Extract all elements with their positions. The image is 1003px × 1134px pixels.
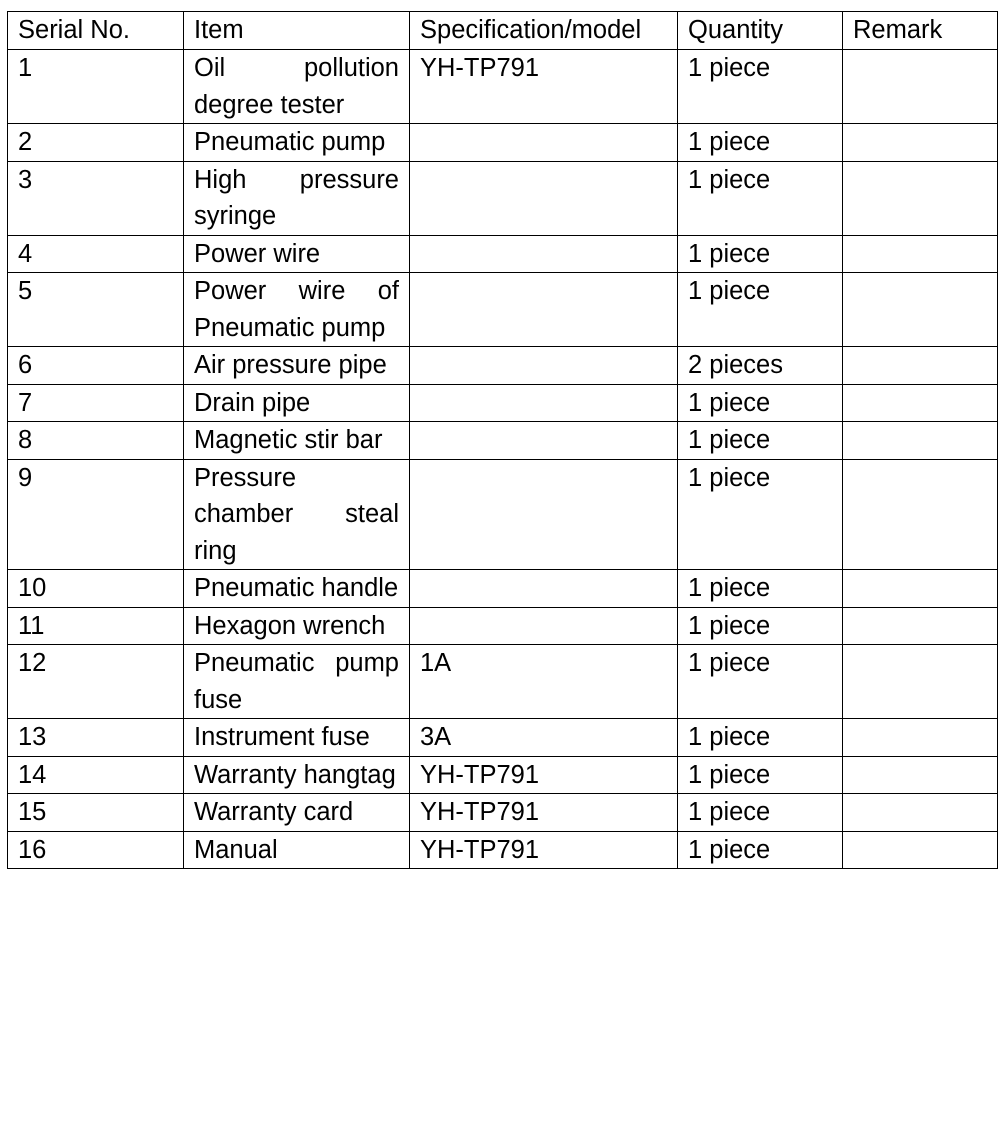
cell-serial: 16 bbox=[8, 831, 184, 869]
cell-spec bbox=[410, 347, 678, 385]
cell-remark bbox=[843, 347, 998, 385]
cell-spec: 1A bbox=[410, 645, 678, 719]
cell-serial: 6 bbox=[8, 347, 184, 385]
cell-item: Pressure chamber steal ring bbox=[184, 459, 410, 570]
cell-item: Power wire bbox=[184, 235, 410, 273]
cell-item: Pneumatic pump bbox=[184, 124, 410, 162]
cell-item: Pneumatic handle bbox=[184, 570, 410, 608]
cell-serial: 15 bbox=[8, 794, 184, 832]
table-row bbox=[8, 347, 998, 385]
cell-item: High pressure syringe bbox=[184, 161, 410, 235]
cell-quantity: 1 piece bbox=[678, 607, 843, 645]
cell-remark bbox=[843, 235, 998, 273]
cell-remark bbox=[843, 459, 998, 570]
cell-item: Air pressure pipe bbox=[184, 347, 410, 385]
cell-serial: 1 bbox=[8, 50, 184, 124]
cell-quantity: 1 piece bbox=[678, 273, 843, 347]
cell-serial: 7 bbox=[8, 384, 184, 422]
cell-spec: YH-TP791 bbox=[410, 794, 678, 832]
cell-remark bbox=[843, 756, 998, 794]
cell-item: Manual bbox=[184, 831, 410, 869]
table-row bbox=[8, 645, 998, 719]
cell-spec bbox=[410, 273, 678, 347]
cell-item: Magnetic stir bar bbox=[184, 422, 410, 460]
cell-quantity: 1 piece bbox=[678, 384, 843, 422]
cell-serial: 13 bbox=[8, 719, 184, 757]
cell-remark bbox=[843, 794, 998, 832]
cell-quantity: 1 piece bbox=[678, 831, 843, 869]
cell-remark bbox=[843, 273, 998, 347]
cell-remark bbox=[843, 161, 998, 235]
cell-serial: 2 bbox=[8, 124, 184, 162]
cell-remark bbox=[843, 384, 998, 422]
header-item: Item bbox=[184, 12, 410, 50]
table-row bbox=[8, 273, 998, 347]
cell-item: Hexagon wrench bbox=[184, 607, 410, 645]
cell-remark bbox=[843, 831, 998, 869]
cell-spec bbox=[410, 607, 678, 645]
header-spec: Specification/model bbox=[410, 12, 678, 50]
cell-quantity: 2 pieces bbox=[678, 347, 843, 385]
table-header-row bbox=[8, 12, 998, 50]
cell-quantity: 1 piece bbox=[678, 422, 843, 460]
cell-quantity: 1 piece bbox=[678, 570, 843, 608]
table-row bbox=[8, 384, 998, 422]
cell-item: Pneumatic pump fuse bbox=[184, 645, 410, 719]
table-row bbox=[8, 422, 998, 460]
cell-item: Instrument fuse bbox=[184, 719, 410, 757]
cell-spec bbox=[410, 459, 678, 570]
cell-spec: YH-TP791 bbox=[410, 831, 678, 869]
table-body bbox=[8, 12, 998, 869]
cell-quantity: 1 piece bbox=[678, 161, 843, 235]
header-serial: Serial No. bbox=[8, 12, 184, 50]
cell-item: Warranty hangtag bbox=[184, 756, 410, 794]
table-row bbox=[8, 459, 998, 570]
cell-spec bbox=[410, 570, 678, 608]
table-row bbox=[8, 607, 998, 645]
cell-serial: 3 bbox=[8, 161, 184, 235]
cell-remark bbox=[843, 607, 998, 645]
cell-spec: YH-TP791 bbox=[410, 756, 678, 794]
cell-serial: 10 bbox=[8, 570, 184, 608]
cell-item: Oil pollution degree tester bbox=[184, 50, 410, 124]
cell-item: Power wire of Pneumatic pump bbox=[184, 273, 410, 347]
cell-spec bbox=[410, 384, 678, 422]
cell-remark bbox=[843, 719, 998, 757]
cell-serial: 11 bbox=[8, 607, 184, 645]
cell-serial: 4 bbox=[8, 235, 184, 273]
cell-quantity: 1 piece bbox=[678, 794, 843, 832]
cell-serial: 12 bbox=[8, 645, 184, 719]
table-row bbox=[8, 235, 998, 273]
cell-spec: 3A bbox=[410, 719, 678, 757]
cell-spec: YH-TP791 bbox=[410, 50, 678, 124]
table-row bbox=[8, 124, 998, 162]
cell-remark bbox=[843, 422, 998, 460]
cell-quantity: 1 piece bbox=[678, 235, 843, 273]
cell-quantity: 1 piece bbox=[678, 756, 843, 794]
cell-quantity: 1 piece bbox=[678, 50, 843, 124]
cell-spec bbox=[410, 124, 678, 162]
cell-serial: 14 bbox=[8, 756, 184, 794]
cell-serial: 8 bbox=[8, 422, 184, 460]
cell-quantity: 1 piece bbox=[678, 719, 843, 757]
cell-serial: 9 bbox=[8, 459, 184, 570]
table-row bbox=[8, 50, 998, 124]
table-row bbox=[8, 570, 998, 608]
table-row bbox=[8, 794, 998, 832]
cell-item: Warranty card bbox=[184, 794, 410, 832]
table-row bbox=[8, 161, 998, 235]
cell-remark bbox=[843, 124, 998, 162]
cell-item: Drain pipe bbox=[184, 384, 410, 422]
header-quantity: Quantity bbox=[678, 12, 843, 50]
cell-quantity: 1 piece bbox=[678, 645, 843, 719]
table-row bbox=[8, 719, 998, 757]
cell-spec bbox=[410, 422, 678, 460]
cell-serial: 5 bbox=[8, 273, 184, 347]
cell-remark bbox=[843, 50, 998, 124]
table-row bbox=[8, 831, 998, 869]
cell-quantity: 1 piece bbox=[678, 124, 843, 162]
table-row bbox=[8, 756, 998, 794]
cell-quantity: 1 piece bbox=[678, 459, 843, 570]
packing-list-table bbox=[7, 11, 998, 869]
cell-remark bbox=[843, 570, 998, 608]
cell-remark bbox=[843, 645, 998, 719]
cell-spec bbox=[410, 161, 678, 235]
header-remark: Remark bbox=[843, 12, 998, 50]
cell-spec bbox=[410, 235, 678, 273]
